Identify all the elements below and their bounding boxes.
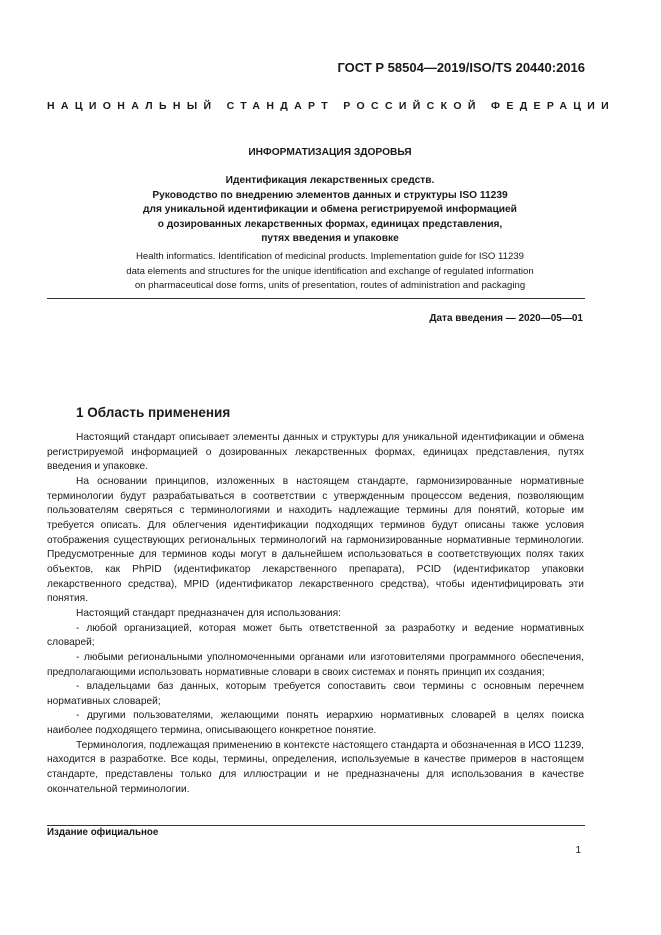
footer-divider [47,825,585,826]
list-item: - другими пользователями, желающими понять иерархию нормативных словарей в целях поиска наиболее подходящего термина, описывающего конкретное понятие. [47,710,584,737]
russian-title-line: для уникальной идентификации и обмена регистрируемой информацией [143,204,517,215]
page-number: 1 [575,845,581,856]
russian-title-line: о дозированных лекарственных формах, единицах представления, [157,218,503,230]
paragraph: Настоящий стандарт предназначен для использования: [76,607,341,619]
standard-title: НАЦИОНАЛЬНЫЙ СТАНДАРТ РОССИЙСКОЙ ФЕДЕРАЦИИ [47,100,616,112]
english-title-line: data elements and structures for the unique identification and exchange of regulated information [126,265,534,277]
introduction-date: Дата введения — 2020—05—01 [429,313,583,324]
section-body [47,431,584,797]
list-item: - любой организацией, которая может быть ответственной за разработку и ведение нормативных словарей; [47,622,584,649]
list-item: - владельцами баз данных, которым требуется сопоставить свои термины с основным перечнем нормативных словарей; [47,681,584,707]
russian-title-line: Руководство по внедрению элементов данных и структуры ISO 11239 [152,189,508,201]
paragraph: Терминология, подлежащая применению в контексте настоящего стандарта и обозначенная в ИСО 11239, находится в разработке. Все коды, термины, определения, используемые в качестве примеров в настоящем стандарте, представлены только для иллюстрации и не предназначены для использования в качестве окончательной терминологии. [47,739,584,795]
russian-title-line: Идентификация лекарственных средств. [225,175,435,186]
divider [47,298,585,299]
main-title: ИНФОРМАТИЗАЦИЯ ЗДОРОВЬЯ [248,147,412,158]
section-heading: 1 Область применения [76,405,231,420]
english-title-line: Health informatics. Identification of medicinal products. Implementation guide for ISO 11239 [135,251,525,262]
list-item: - любыми региональными уполномоченными органами или изготовителями программного обеспечения, предполагающими использовать нормативные словари в своих системах и понять принцип их создания; [47,651,584,678]
paragraph: Настоящий стандарт описывает элементы данных и структуры для уникальной идентификации и обмена регистрируемой информацией о дозированных лекарственных формах, единицах представления, путях введения и упаковке. [47,432,584,473]
english-title [80,250,580,294]
paragraph: На основании принципов, изложенных в настоящем стандарте, гармонизированные нормативные терминологии будут разрабатываться в соответствии с утвержденным процессом ведения, позволяющим пользователям сверяться с терминологиями и находить надлежащие термины для понятий, которые им требуется описать. Для облегчения идентификации подходящих терминов будут описаны также условия отображения существующих региональных терминологий на гармонизированные нормативные терминологии. Предусмотренные для терминов коды могут в дальнейшем использоваться в соответствующих полях таких объектов, как PhPID (идентификатор лекарственного препарата), PCID (идентификатор упаковки лекарственного средства), MPID (идентификатор лекарственного средства), чтобы идентифицировать эти понятия. [47,475,584,605]
english-title-line: on pharmaceutical dose forms, units of presentation, routes of administration and packaging [134,280,526,291]
russian-title [80,174,580,247]
russian-title-line: путях введения и упаковке [261,233,399,244]
edition-label: Издание официальное [47,827,159,838]
document-code: ГОСТ Р 58504—2019/ISO/TS 20440:2016 [337,60,585,75]
